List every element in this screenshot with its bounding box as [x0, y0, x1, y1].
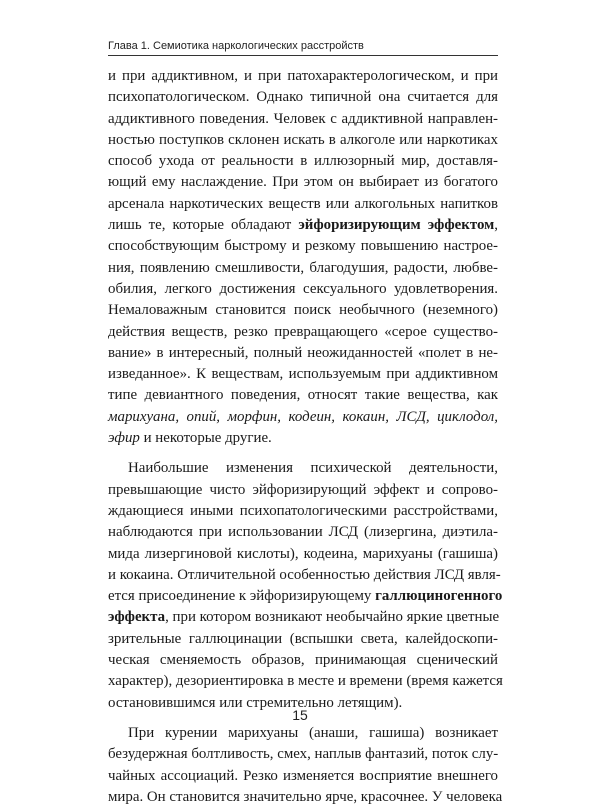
text-line — [108, 279, 498, 300]
text-line — [108, 66, 498, 87]
page-body — [108, 66, 503, 808]
italic-term: эфир — [108, 430, 140, 447]
text-run: ческая сменяемость образов, принимающая сценический — [108, 652, 498, 669]
text-line — [108, 151, 498, 172]
text-run: типе девиантного поведения, относят такие вещества, как — [108, 387, 498, 404]
text-line — [108, 766, 498, 787]
text-line — [108, 236, 498, 257]
text-run: обилия, легкого достижения сексуального удовлетворения. — [108, 280, 498, 297]
text-line — [108, 407, 498, 428]
italic-term: марихуана, опий, морфин, кодеин, кокаин, ЛСД, циклодол, — [108, 408, 498, 425]
text-run: способствующим быстрому и резкому повышению настрое- — [108, 238, 498, 255]
text-line — [108, 385, 498, 406]
text-line — [108, 787, 503, 808]
text-run: Немаловажным становится поиск необычного (неземного) — [108, 302, 498, 319]
text-line — [108, 744, 498, 765]
text-line — [108, 629, 498, 650]
paragraph — [108, 723, 503, 808]
text-run: ющий ему наслаждение. При этом он выбирает из богатого — [108, 174, 498, 191]
text-run: психопатологическом. Однако типичной она считается для — [108, 89, 498, 106]
text-line — [108, 565, 501, 586]
text-line — [108, 522, 498, 543]
text-line — [108, 109, 498, 130]
text-run: и кокаина. Отличительной особенностью действия ЛСД явля- — [108, 566, 501, 583]
text-line — [108, 723, 498, 744]
text-line — [108, 322, 498, 343]
text-run: вание» в интересный, полный неожиданностей «полет в не- — [108, 344, 498, 361]
text-line — [108, 172, 498, 193]
text-run: аддиктивного поведения. Человек с аддиктивной направлен- — [108, 110, 498, 127]
text-run: ется присоединение к эйфоризирующему — [108, 588, 376, 605]
paragraph-gap — [108, 449, 498, 458]
running-header: Глава 1. Семиотика наркологических расстройств — [108, 40, 364, 52]
text-line — [108, 87, 498, 108]
text-line — [108, 215, 498, 236]
text-line — [108, 300, 498, 321]
text-line — [108, 650, 498, 671]
page-number: 15 — [292, 707, 308, 723]
text-run: , — [494, 217, 498, 234]
text-line — [108, 343, 498, 364]
text-run: чайных ассоциаций. Резко изменяется восприятие внешнего — [108, 767, 498, 784]
text-run: ждающиеся иными психопатологическими расстройствами, — [108, 502, 498, 519]
text-line — [108, 586, 503, 607]
bold-term: эффекта — [108, 609, 166, 626]
bold-term: галлюциногенного — [375, 588, 503, 605]
text-run: При курении марихуаны (анаши, гашиша) возникает — [128, 724, 498, 741]
text-line — [108, 607, 498, 628]
text-run: и некоторые другие. — [139, 430, 272, 447]
text-line — [108, 258, 498, 279]
text-run: зрительные галлюцинации (вспышки света, калейдоскопи- — [108, 630, 498, 647]
text-run: , при котором возникают необычайно яркие цветные — [165, 609, 500, 626]
text-run: мида лизергиновой кислоты), кодеина, марихуаны (гашиша) — [108, 545, 498, 562]
text-run: арсенала наркотических веществ или алкогольных напитков — [108, 195, 498, 212]
paragraph — [108, 458, 503, 714]
text-line — [108, 458, 498, 479]
text-run: безудержная болтливость, смех, наплыв фантазий, поток слу- — [108, 746, 499, 763]
paragraph — [108, 66, 498, 449]
text-line — [108, 501, 498, 522]
text-line — [108, 544, 498, 565]
text-line — [108, 130, 498, 151]
text-run: мира. Он становится значительно ярче, красочнее. У человека — [108, 788, 503, 805]
text-line — [108, 364, 498, 385]
text-run: ностью поступков склонен искать в алкоголе или наркотиках — [108, 131, 498, 148]
header-rule — [108, 55, 498, 56]
text-run: Наибольшие изменения психической деятельности, — [128, 460, 498, 477]
text-run: и при аддиктивном, и при патохарактерологическом, и при — [108, 68, 498, 84]
text-run: остановившимся или стремительно летящим). — [108, 694, 403, 711]
text-run: наблюдаются при использовании ЛСД (лизергина, диэтила- — [108, 524, 498, 541]
text-run: изведанное». К веществам, используемым при аддиктивном — [108, 366, 498, 383]
text-line — [108, 671, 503, 692]
text-line — [108, 194, 498, 215]
bold-term: эйфоризирующим эффектом — [298, 217, 495, 234]
text-run: действия веществ, резко превращающего «серое существо- — [108, 323, 498, 340]
text-run: способ ухода от реальности в иллюзорный мир, доставля- — [108, 153, 498, 170]
text-run: ния, появлению смешливости, благодушия, радости, любве- — [108, 259, 498, 276]
text-run: лишь те, которые обладают — [108, 217, 299, 234]
text-run: характер), дезориентировка в месте и времени (время кажется — [108, 673, 503, 690]
text-line — [108, 480, 498, 501]
text-run: превышающие чисто эйфоризирующий эффект и сопрово- — [108, 481, 498, 498]
text-line — [108, 428, 498, 449]
